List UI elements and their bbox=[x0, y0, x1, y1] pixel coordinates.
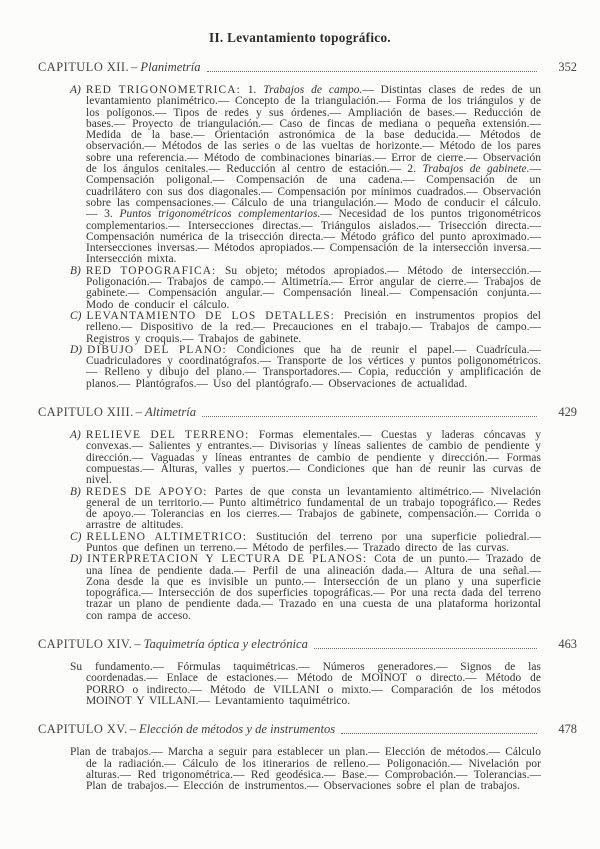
chapter-dash: – bbox=[134, 637, 141, 652]
chapter-title: Taquimetría óptica y electrónica bbox=[143, 637, 308, 652]
dotted-leader bbox=[202, 416, 537, 417]
toc-paragraph bbox=[70, 746, 541, 793]
entry-text-run: LEVANTAMIENTO DE LOS DETALLES: bbox=[86, 309, 344, 322]
entry-text-run: — Necesidad de los puntos trigonométricos complementarios.— Intersecciones directas.— Triángulos aislados.— Trisección directa.— Compensación numérica de la trisección directa.— Método gráfico del punto aproximado.— Intersecciones inversas.— Métodos apropiados.— Compensación de la intersección inversa.— Intersección mixta. bbox=[86, 208, 541, 266]
toc-entry bbox=[70, 343, 541, 390]
entry-text-run: Trabajos de gabinete. bbox=[422, 163, 530, 176]
entry-text-run: RED TOPOGRAFICA: bbox=[85, 264, 225, 277]
entry-text-run: — Distintas clases de redes de un levantamiento planimétrico.— Concepto de la triangulación.— Forma de los triángulos y de los polígonos.— Tipos de redes y sus órdenes.— Ampliación de bases.— Reducción de bases.— Proyecto de triangulación.— Caso de fincas de mediana o pequeña extensión.— Medida de la base.— Orientación astronómica de la base deducida.— Métodos de observación.— Métodos de las series o de las vueltas de horizonte.— Método de los pares sobre una referencia.— Método de combinaciones binarias.— Error de cierre.— Observación de los ángulos cenitales.— Reducción al centro de estación.— 2. bbox=[86, 84, 541, 176]
chapter-page-number: 463 bbox=[558, 637, 577, 652]
entry-text-run: REDES DE APOYO: bbox=[85, 485, 215, 498]
entry-text-run: Partes de que consta un levantamiento altimétrico.— Nivelación general de un territorio.— Punto altimétrico fundamental de un trabajo topográfico.— Redes de apoyo.— Tolerancias en los cierres.— Trabajos de gabinete, compensación.— Corrida o arrastre de altitudes. bbox=[86, 485, 541, 532]
toc-entry bbox=[70, 264, 541, 311]
chapter bbox=[38, 722, 577, 792]
chapter-list bbox=[38, 60, 577, 792]
chapter-title: Planimetría bbox=[140, 60, 201, 74]
chapter bbox=[38, 405, 577, 622]
entry-text-run: Plan de trabajos.— Marcha a seguir para establecer un plan.— Elección de métodos.— Cálculo de la radiación.— Cálculo de los itinerarios de relleno.— Poligonación.— Nivelación por alturas.— Red trigonométrica.— Red geodésica.— Base.— Comprobación.— Tolerancias.— Plan de trabajos.— Elección de instrumentos.— Observaciones sobre el plan de trabajos. bbox=[70, 746, 541, 793]
entry-text-run: Condiciones que ha de reunir el papel.— Cuadrícula.— Cuadriculadores y coordinatógrafos.— Transporte de los vértices y puntos poligonométricos.— Relleno y dibujo del plano.— Transportadores.— Copia, reducción y amplificación de planos.— Plantógrafos.— Uso del plantógrafo.— Observaciones de actualidad. bbox=[86, 343, 541, 390]
chapter-heading bbox=[38, 637, 577, 652]
entry-text-run: Precisión en instrumentos propios del relleno.— Dispositivo de la red.— Precauciones en el trabajo.— Trabajos de campo.— Registros y croquis.— Trabajos de gabinete. bbox=[86, 309, 541, 345]
dotted-leader bbox=[314, 648, 537, 649]
entry-letter: B) bbox=[70, 264, 81, 277]
chapter-heading bbox=[38, 405, 577, 420]
entry-text-run: RED TRIGONOMETRICA: bbox=[85, 84, 248, 96]
entry-text-run: — Compensación poligonal.— Compensación de una cadena.— Compensación de un cuadrilátero con sus dos diagonales.— Compensación por mínimos cuadrados.— Observación sobre las compensaciones.— Cálculo de una triangulación.— Modo de conducir el cálculo.— 3. bbox=[86, 163, 542, 221]
dotted-leader bbox=[207, 71, 537, 72]
entry-letter: A) bbox=[70, 429, 81, 442]
entry-text-run: RELIEVE DEL TERRENO: bbox=[85, 429, 259, 442]
chapter-label: CAPITULO XIII. bbox=[38, 405, 134, 420]
entry-text-run: 1. bbox=[247, 84, 264, 96]
chapter bbox=[38, 60, 577, 390]
dotted-leader bbox=[341, 733, 537, 734]
entry-text-run: Su fundamento.— Fórmulas taquimétricas.— Números generadores.— Signos de las coordenadas.— Enlace de estaciones.— Método de MOINOT o directo.— Método de PORRO o indirecto.— Método de VILLANI o mixto.— Comparación de los métodos MOINOT Y VILLANI.— Levantamiento taquimétrico. bbox=[70, 661, 541, 707]
entry-text-run: Sustitución del terreno por una superficie poliedral.— Puntos que definen un terreno.— Método de perfiles.— Trazado directo de las curvas. bbox=[86, 530, 541, 554]
chapter bbox=[38, 637, 577, 707]
chapter-title: Elección de métodos y de instrumentos bbox=[138, 722, 336, 737]
chapter-label: CAPITULO XII. bbox=[38, 60, 130, 74]
chapter-page-number: 478 bbox=[558, 722, 577, 737]
chapter-label: CAPITULO XIV. bbox=[38, 637, 133, 652]
entry-text-run: Trabajos de campo. bbox=[263, 84, 363, 96]
entry-text-run: Puntos trigonométricos complementarios. bbox=[119, 208, 321, 221]
entry-letter: B) bbox=[70, 485, 81, 498]
entry-letter: D) bbox=[70, 343, 83, 356]
chapter-page-number: 429 bbox=[558, 405, 577, 420]
chapter-label: CAPITULO XV. bbox=[38, 722, 128, 737]
chapter-dash: – bbox=[129, 722, 136, 737]
entry-text-run: Cota de un punto.— Trazado de una línea de pendiente dada.— Perfil de una alineación dada.— Altura de una señal.— Zona desde la que es invisible un punto.— Intersección de un plano y una superficie topográfica.— Intersección de dos superficies topográficas.— Por una recta dada del terreno trazar un plano de pendiente dada.— Trazado en una cuesta de una plataforma horizontal con rampa de acceso. bbox=[86, 553, 541, 622]
toc-entry bbox=[70, 553, 541, 622]
chapter-heading bbox=[38, 60, 577, 75]
entry-text-run: RELLENO ALTIMETRICO: bbox=[86, 530, 257, 543]
entry-letter: C) bbox=[70, 530, 82, 543]
entry-letter: D) bbox=[70, 553, 83, 566]
entry-text-run: Su objeto; métodos apropiados.— Método de intersección.— Poligonación.— Trabajos de campo.— Altimetría.— Error angular de cierre.— Trabajos de gabinete.— Compensación angular.— Compensación lineal.— Compensación conjunta.— Modo de conducir el cálculo. bbox=[86, 264, 541, 311]
entry-text-run: DIBUJO DEL PLANO: bbox=[87, 343, 237, 356]
chapter-heading bbox=[38, 722, 577, 737]
entry-letter: C) bbox=[70, 309, 82, 322]
entry-text-run: Formas elementales.— Cuestas y laderas cóncavas y convexas.— Salientes y entrantes.— Divisorias y líneas salientes de cambio de pendiente y dirección.— Vaguadas y líneas entrantes de cambio de pendiente y dirección.— Formas compuestas.— Alturas, valles y puertos.— Condiciones que han de reunir las curvas de nivel. bbox=[86, 429, 541, 487]
chapter-page-number: 352 bbox=[558, 60, 577, 74]
toc-entry bbox=[70, 429, 541, 487]
toc-entry bbox=[70, 485, 541, 532]
toc-entry bbox=[70, 530, 541, 555]
toc-entry bbox=[70, 309, 541, 345]
toc-entry bbox=[70, 84, 542, 266]
chapter-dash: – bbox=[135, 405, 142, 420]
page-title: II. Levantamiento topográfico. bbox=[209, 30, 391, 45]
entry-text-run: INTERPRETACION Y LECTURA DE PLANOS: bbox=[87, 553, 375, 566]
chapter-title: Altimetría bbox=[145, 405, 197, 420]
chapter-dash: – bbox=[131, 60, 138, 74]
toc-paragraph bbox=[70, 661, 541, 707]
entry-letter: A) bbox=[70, 84, 81, 96]
